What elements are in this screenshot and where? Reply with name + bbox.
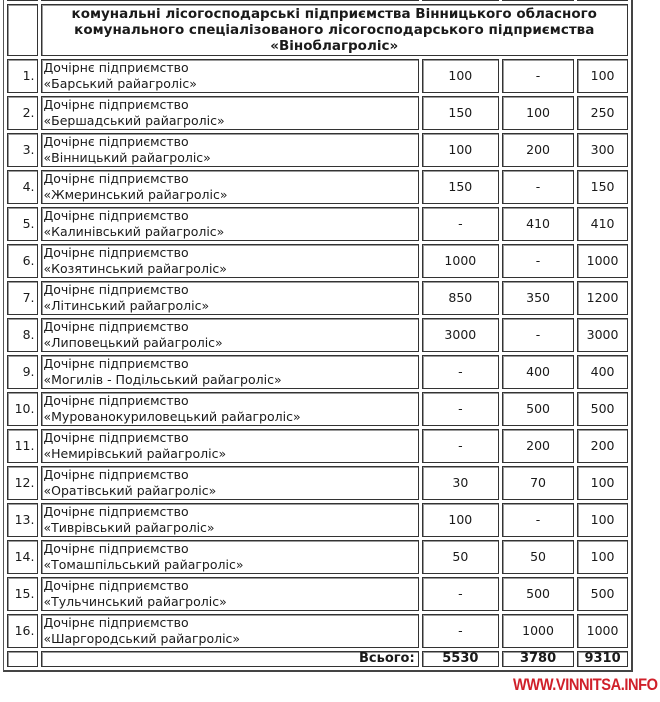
value-col-a: 850	[422, 281, 499, 315]
table-row	[7, 318, 628, 352]
enterprise-title: «Тиврівський райагроліс»	[43, 520, 215, 535]
table-row	[7, 577, 628, 611]
enterprise-name	[41, 207, 419, 241]
total-label: Всього:	[41, 651, 419, 667]
value-col-b: 410	[502, 207, 574, 241]
table-row	[7, 392, 628, 426]
value-col-b: -	[502, 318, 574, 352]
value-col-b: 200	[502, 429, 574, 463]
enterprise-name	[41, 429, 419, 463]
value-col-b: 1000	[502, 614, 574, 648]
forestry-enterprises-table	[3, 0, 633, 672]
row-number: 11.	[7, 429, 38, 463]
table-row	[7, 244, 628, 278]
enterprise-title: «Немирівський райагроліс»	[43, 446, 227, 461]
enterprise-name	[41, 281, 419, 315]
enterprise-title: «Бершадський райагроліс»	[43, 113, 225, 128]
table-row	[7, 614, 628, 648]
enterprise-type: Дочірнє підприємство	[43, 393, 189, 408]
total-empty-cell	[7, 651, 38, 667]
enterprise-name	[41, 577, 419, 611]
row-number: 14.	[7, 540, 38, 574]
enterprise-title: «Жмеринський райагроліс»	[43, 187, 228, 202]
row-number: 1.	[7, 59, 38, 93]
value-total: 410	[577, 207, 628, 241]
enterprise-name	[41, 170, 419, 204]
value-col-a: 150	[422, 170, 499, 204]
value-col-b: -	[502, 244, 574, 278]
enterprise-type: Дочірнє підприємство	[43, 208, 189, 223]
enterprise-name	[41, 614, 419, 648]
value-col-a: 150	[422, 96, 499, 130]
enterprise-name	[41, 244, 419, 278]
table-row	[7, 59, 628, 93]
enterprise-type: Дочірнє підприємство	[43, 171, 189, 186]
enterprise-name	[41, 355, 419, 389]
enterprise-type: Дочірнє підприємство	[43, 60, 189, 75]
enterprise-type: Дочірнє підприємство	[43, 356, 189, 371]
enterprise-name	[41, 392, 419, 426]
table-body	[7, 0, 628, 667]
row-number: 2.	[7, 96, 38, 130]
value-col-b: 350	[502, 281, 574, 315]
enterprise-type: Дочірнє підприємство	[43, 97, 189, 112]
enterprise-title: «Мурованокуриловецький райагроліс»	[43, 409, 301, 424]
table-row	[7, 170, 628, 204]
enterprise-type: Дочірнє підприємство	[43, 615, 189, 630]
value-col-a: -	[422, 614, 499, 648]
value-col-a: -	[422, 429, 499, 463]
row-number: 13.	[7, 503, 38, 537]
value-col-b: 200	[502, 133, 574, 167]
enterprise-name	[41, 503, 419, 537]
table-row	[7, 207, 628, 241]
value-col-b: 500	[502, 577, 574, 611]
row-number: 6.	[7, 244, 38, 278]
value-total: 500	[577, 577, 628, 611]
total-col-b: 3780	[502, 651, 574, 667]
value-total: 150	[577, 170, 628, 204]
table-row	[7, 503, 628, 537]
value-total: 100	[577, 59, 628, 93]
enterprise-name	[41, 466, 419, 500]
value-col-a: 100	[422, 503, 499, 537]
enterprise-title: «Літинський райагроліс»	[43, 298, 210, 313]
header-empty-cell	[7, 4, 38, 56]
value-total: 300	[577, 133, 628, 167]
site-watermark: WWW.VINNITSA.INFO	[513, 675, 658, 694]
row-number: 12.	[7, 466, 38, 500]
row-number: 8.	[7, 318, 38, 352]
table-row	[7, 355, 628, 389]
value-col-a: 100	[422, 59, 499, 93]
row-number: 10.	[7, 392, 38, 426]
section-header-row	[7, 4, 628, 56]
enterprise-type: Дочірнє підприємство	[43, 134, 189, 149]
value-total: 400	[577, 355, 628, 389]
value-col-a: -	[422, 355, 499, 389]
total-overall: 9310	[577, 651, 628, 667]
row-number: 5.	[7, 207, 38, 241]
enterprise-type: Дочірнє підприємство	[43, 467, 189, 482]
value-col-a: 3000	[422, 318, 499, 352]
enterprise-title: «Козятинський райагроліс»	[43, 261, 227, 276]
value-total: 100	[577, 466, 628, 500]
value-col-a: -	[422, 207, 499, 241]
value-col-b: 500	[502, 392, 574, 426]
enterprise-name	[41, 540, 419, 574]
table-row	[7, 540, 628, 574]
enterprise-title: «Барський райагроліс»	[43, 76, 197, 91]
value-total: 100	[577, 503, 628, 537]
table-row	[7, 281, 628, 315]
value-total: 1000	[577, 244, 628, 278]
row-number: 15.	[7, 577, 38, 611]
table-row	[7, 133, 628, 167]
value-col-b: -	[502, 59, 574, 93]
value-total: 200	[577, 429, 628, 463]
value-total: 250	[577, 96, 628, 130]
value-total: 500	[577, 392, 628, 426]
value-col-b: -	[502, 503, 574, 537]
enterprise-type: Дочірнє підприємство	[43, 504, 189, 519]
value-col-a: -	[422, 392, 499, 426]
enterprise-title: «Могилів - Подільський райагроліс»	[43, 372, 282, 387]
row-number: 16.	[7, 614, 38, 648]
enterprise-type: Дочірнє підприємство	[43, 430, 189, 445]
value-col-b: 400	[502, 355, 574, 389]
table-row	[7, 466, 628, 500]
table-row	[7, 429, 628, 463]
enterprise-name	[41, 96, 419, 130]
value-total: 1000	[577, 614, 628, 648]
section-header-title: комунальні лісогосподарські підприємства Вінницького обласного комунального спеціалізованого лісогосподарського підприємства «Віноблагроліс»	[41, 4, 629, 56]
enterprise-type: Дочірнє підприємство	[43, 282, 189, 297]
enterprise-name	[41, 59, 419, 93]
enterprise-type: Дочірнє підприємство	[43, 245, 189, 260]
enterprise-type: Дочірнє підприємство	[43, 541, 189, 556]
enterprise-title: «Шаргородський райагроліс»	[43, 631, 241, 646]
total-col-a: 5530	[422, 651, 499, 667]
enterprise-title: «Калинівський райагроліс»	[43, 224, 225, 239]
row-number: 3.	[7, 133, 38, 167]
value-col-b: 70	[502, 466, 574, 500]
value-col-b: -	[502, 170, 574, 204]
value-col-b: 50	[502, 540, 574, 574]
enterprise-title: «Тульчинський райагроліс»	[43, 594, 227, 609]
enterprise-name	[41, 133, 419, 167]
row-number: 4.	[7, 170, 38, 204]
enterprise-type: Дочірнє підприємство	[43, 578, 189, 593]
previous-row-fragment	[7, 0, 628, 1]
enterprise-type: Дочірнє підприємство	[43, 319, 189, 334]
enterprise-name	[41, 318, 419, 352]
row-number: 9.	[7, 355, 38, 389]
enterprise-title: «Вінницький райагроліс»	[43, 150, 211, 165]
value-total: 3000	[577, 318, 628, 352]
value-col-a: 50	[422, 540, 499, 574]
value-col-a: 1000	[422, 244, 499, 278]
enterprise-title: «Оратівський райагроліс»	[43, 483, 217, 498]
value-col-a: 100	[422, 133, 499, 167]
value-col-b: 100	[502, 96, 574, 130]
total-row	[7, 651, 628, 667]
row-number: 7.	[7, 281, 38, 315]
value-col-a: -	[422, 577, 499, 611]
table-container	[3, 0, 633, 672]
enterprise-title: «Томашпільський райагроліс»	[43, 557, 244, 572]
value-total: 100	[577, 540, 628, 574]
enterprise-title: «Липовецький райагроліс»	[43, 335, 223, 350]
table-row	[7, 96, 628, 130]
value-col-a: 30	[422, 466, 499, 500]
value-total: 1200	[577, 281, 628, 315]
